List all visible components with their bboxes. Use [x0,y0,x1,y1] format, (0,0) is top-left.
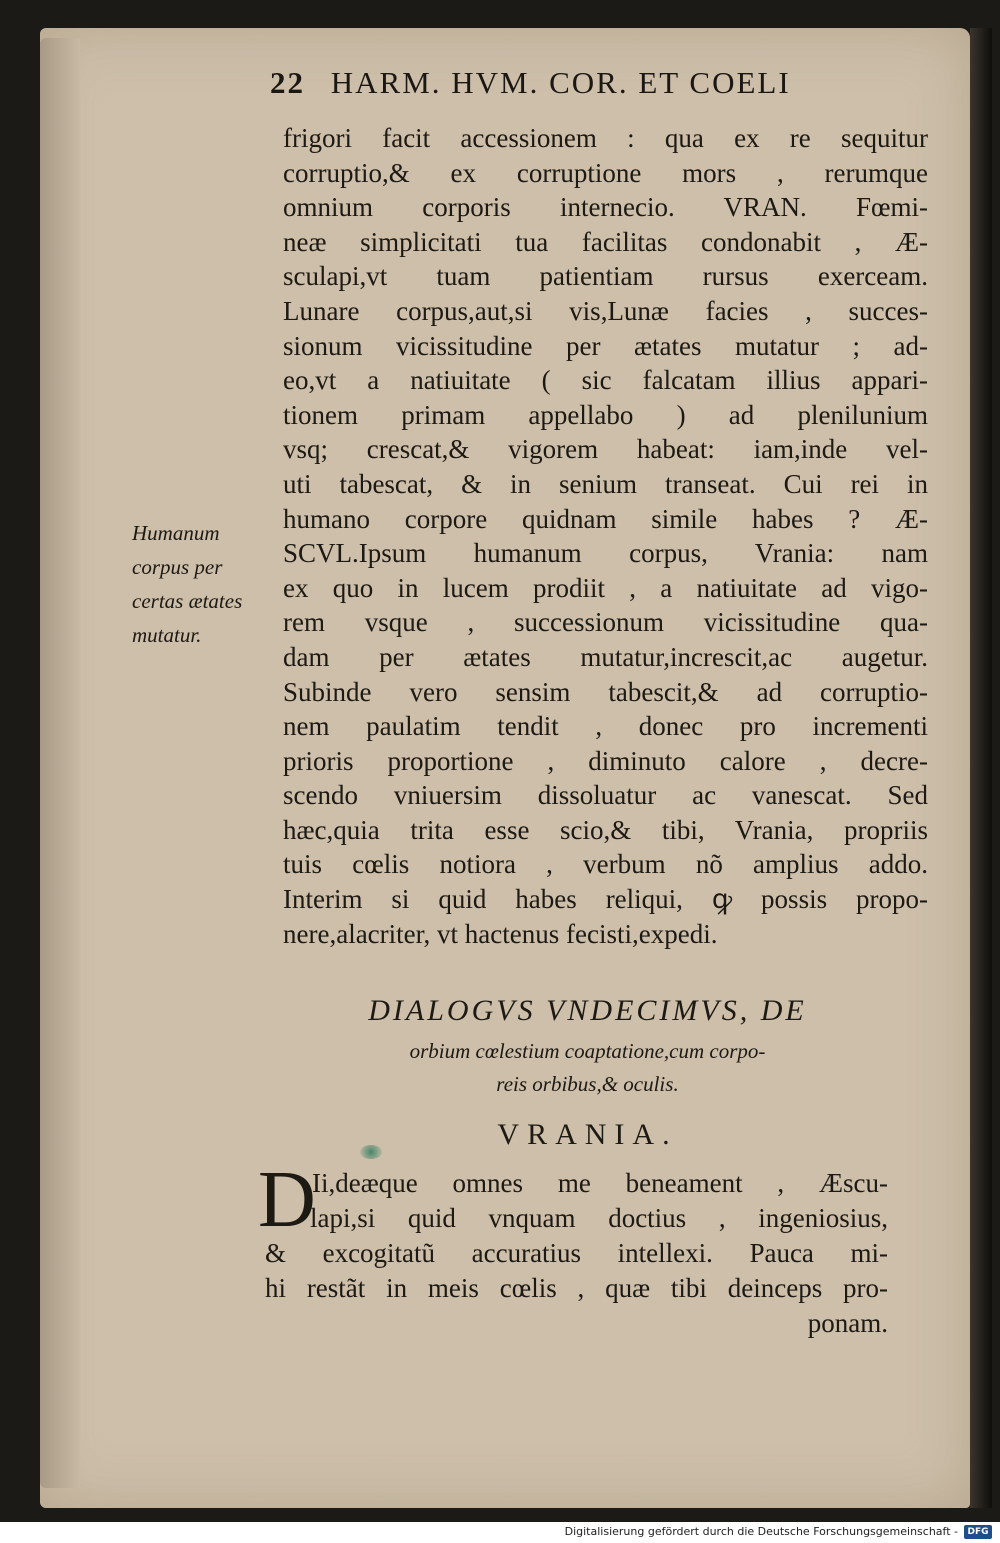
text-line: scendo vniuersim dissoluatur ac vanescat. Sed [283,780,928,811]
text-line: Subinde vero sensim tabescit,& ad corruptio- [283,676,928,707]
page-left-edge [40,38,80,1488]
drop-cap: D [258,1156,316,1244]
running-header [270,65,920,101]
text-line: Lunare corpus,aut,si vis,Lunæ facies , succes- [283,295,928,326]
running-title: HARM. HVM. COR. ET COELI [330,65,791,100]
marginal-line: corpus per [132,555,223,579]
dialog-line: Ii,deæque omnes me beneament , Æscu- [312,1168,888,1198]
text-line: SCVL.Ipsum humanum corpus, Vrania: nam [283,538,928,569]
text-line: tionem primam appellabo ) ad plenilunium [283,399,928,430]
text-line: ex quo in lucem prodiit , a natiuitate ad vigo- [283,572,928,603]
text-line: corruptio,& ex corruptione mors , rerumque [283,157,928,188]
text-line: vsq; crescat,& vigorem habeat: iam,inde vel- [283,434,928,465]
text-line: tuis cœlis notiora , verbum nõ amplius addo. [283,849,928,880]
text-line: omnium corporis internecio. VRAN. Fœmi- [283,192,928,223]
text-line: prioris proportione , diminuto calore , decre- [283,745,928,776]
main-text-block [283,121,928,951]
page-number: 22 [270,65,305,100]
footer-bar [0,1522,1000,1543]
dialog-subtitle [300,1035,875,1101]
text-line: hæc,quia trita esse scio,& tibi, Vrania, propriis [283,814,928,845]
text-line: humano corpore quidnam simile habes ? Æ- [283,503,928,534]
text-line: Interim si quid habes reliqui, ꝙ possis propo- [283,884,928,915]
dialog-line: ponam. [807,1308,888,1338]
speaker-name: VRANIA. [497,1118,678,1151]
text-line: sculapi,vt tuam patientiam rursus exerceam. [283,261,928,292]
dialog-text-block [265,1166,888,1341]
dfg-logo-icon: DFG [964,1525,992,1539]
subtitle-line: orbium cœlestium coaptatione,cum corpo- [409,1039,766,1063]
text-line: sionum vicissitudine per ætates mutatur ; ad- [283,330,928,361]
book-binding-edge [970,28,992,1508]
marginal-note [132,516,282,652]
ink-stain [360,1145,382,1159]
dialog-line: hi restãt in meis cœlis , quæ tibi deinceps pro- [265,1273,888,1303]
text-line: nere,alacriter, vt hactenus fecisti,expedi. [283,918,718,949]
dialog-title: DIALOGVS VNDECIMVS, DE [368,994,807,1027]
text-line: dam per ætates mutatur,increscit,ac augetur. [283,641,928,672]
text-line: uti tabescat, & in senium transeat. Cui rei in [283,468,928,499]
subtitle-line: reis orbibus,& oculis. [496,1072,679,1096]
text-line: rem vsque , successionum vicissitudine qua- [283,607,928,638]
text-line: frigori facit accessionem : qua ex re sequitur [283,123,928,153]
marginal-line: certas ætates [132,589,243,613]
dialog-line: lapi,si quid vnquam doctius , ingeniosius, [310,1203,888,1233]
text-line: nem paulatim tendit , donec pro incrementi [283,711,928,742]
text-line: neæ simplicitati tua facilitas condonabit , Æ- [283,226,928,257]
dialog-line: & excogitatũ accuratius intellexi. Pauca mi- [265,1238,888,1268]
footer-credit: Digitalisierung gefördert durch die Deutsche Forschungsgemeinschaft - [564,1525,958,1538]
marginal-line: Humanum [132,521,220,545]
marginal-line: mutatur. [132,623,202,647]
text-line: eo,vt a natiuitate ( sic falcatam illius appari- [283,365,928,396]
